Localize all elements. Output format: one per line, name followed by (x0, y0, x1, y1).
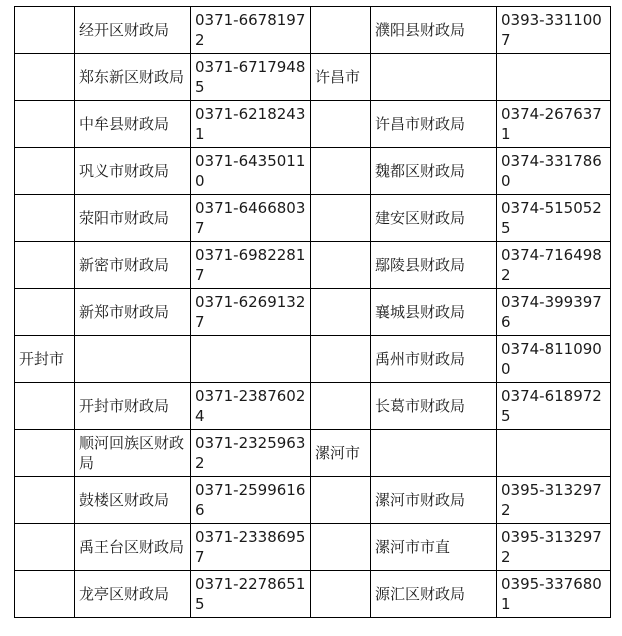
phone-cell: 0395-3132972 (497, 477, 611, 524)
bureau-name-cell: 鼓楼区财政局 (75, 477, 191, 524)
city-cell (311, 242, 371, 289)
city-cell: 漯河市 (311, 430, 371, 477)
table-row (15, 195, 611, 242)
finance-bureau-contact-table (14, 6, 611, 618)
phone-cell: 0371-62182431 (191, 101, 311, 148)
city-cell: 开封市 (15, 336, 75, 383)
bureau-name-cell: 漯河市财政局 (371, 477, 497, 524)
phone-cell: 0371-66781972 (191, 7, 311, 54)
phone-cell: 0371-69822817 (191, 242, 311, 289)
table-row (15, 54, 611, 101)
city-cell (311, 148, 371, 195)
city-cell (15, 195, 75, 242)
bureau-name-cell: 郑东新区财政局 (75, 54, 191, 101)
city-cell (15, 383, 75, 430)
bureau-name-cell: 中牟县财政局 (75, 101, 191, 148)
phone-cell: 0374-2676371 (497, 101, 611, 148)
table-row (15, 524, 611, 571)
phone-cell: 0374-3317860 (497, 148, 611, 195)
phone-cell: 0371-23876024 (191, 383, 311, 430)
city-cell (15, 148, 75, 195)
phone-cell: 0371-67179485 (191, 54, 311, 101)
city-cell (311, 101, 371, 148)
table-body (15, 7, 611, 618)
bureau-name-cell (75, 336, 191, 383)
city-cell (311, 383, 371, 430)
phone-cell: 0395-3132972 (497, 524, 611, 571)
bureau-name-cell: 龙亭区财政局 (75, 571, 191, 618)
phone-cell: 0393-3311007 (497, 7, 611, 54)
city-cell (311, 289, 371, 336)
city-cell (311, 477, 371, 524)
table-row (15, 336, 611, 383)
table-row (15, 430, 611, 477)
bureau-name-cell: 禹王台区财政局 (75, 524, 191, 571)
bureau-name-cell: 顺河回族区财政局 (75, 430, 191, 477)
city-cell (311, 336, 371, 383)
phone-cell (497, 54, 611, 101)
table-row (15, 289, 611, 336)
city-cell (15, 54, 75, 101)
phone-cell: 0371-23259632 (191, 430, 311, 477)
city-cell (15, 289, 75, 336)
phone-cell: 0395-3376801 (497, 571, 611, 618)
phone-cell: 0374-7164982 (497, 242, 611, 289)
bureau-name-cell: 鄢陵县财政局 (371, 242, 497, 289)
phone-cell: 0371-62691327 (191, 289, 311, 336)
bureau-name-cell: 荥阳市财政局 (75, 195, 191, 242)
bureau-name-cell: 许昌市财政局 (371, 101, 497, 148)
bureau-name-cell: 源汇区财政局 (371, 571, 497, 618)
city-cell (15, 524, 75, 571)
phone-cell: 0374-8110900 (497, 336, 611, 383)
city-cell (15, 242, 75, 289)
phone-cell: 0374-5150525 (497, 195, 611, 242)
city-cell (15, 101, 75, 148)
bureau-name-cell: 濮阳县财政局 (371, 7, 497, 54)
city-cell (15, 430, 75, 477)
table-row (15, 383, 611, 430)
city-cell (311, 7, 371, 54)
phone-cell (191, 336, 311, 383)
bureau-name-cell (371, 54, 497, 101)
phone-cell: 0371-25996166 (191, 477, 311, 524)
city-cell: 许昌市 (311, 54, 371, 101)
city-cell (311, 195, 371, 242)
city-cell (15, 571, 75, 618)
bureau-name-cell: 魏都区财政局 (371, 148, 497, 195)
phone-cell: 0374-6189725 (497, 383, 611, 430)
bureau-name-cell: 襄城县财政局 (371, 289, 497, 336)
table-row (15, 148, 611, 195)
bureau-name-cell: 巩义市财政局 (75, 148, 191, 195)
city-cell (15, 477, 75, 524)
bureau-name-cell: 开封市财政局 (75, 383, 191, 430)
city-cell (15, 7, 75, 54)
bureau-name-cell: 新郑市财政局 (75, 289, 191, 336)
bureau-name-cell: 经开区财政局 (75, 7, 191, 54)
city-cell (311, 524, 371, 571)
phone-cell: 0371-64668037 (191, 195, 311, 242)
table-row (15, 101, 611, 148)
bureau-name-cell: 禹州市财政局 (371, 336, 497, 383)
phone-cell: 0371-22786515 (191, 571, 311, 618)
phone-cell: 0374-3993976 (497, 289, 611, 336)
table-container (14, 6, 611, 618)
bureau-name-cell: 建安区财政局 (371, 195, 497, 242)
phone-cell (497, 430, 611, 477)
city-cell (311, 571, 371, 618)
bureau-name-cell: 长葛市财政局 (371, 383, 497, 430)
table-row (15, 477, 611, 524)
table-row (15, 571, 611, 618)
bureau-name-cell (371, 430, 497, 477)
table-row (15, 242, 611, 289)
phone-cell: 0371-23386957 (191, 524, 311, 571)
phone-cell: 0371-64350110 (191, 148, 311, 195)
table-row (15, 7, 611, 54)
bureau-name-cell: 漯河市市直 (371, 524, 497, 571)
bureau-name-cell: 新密市财政局 (75, 242, 191, 289)
